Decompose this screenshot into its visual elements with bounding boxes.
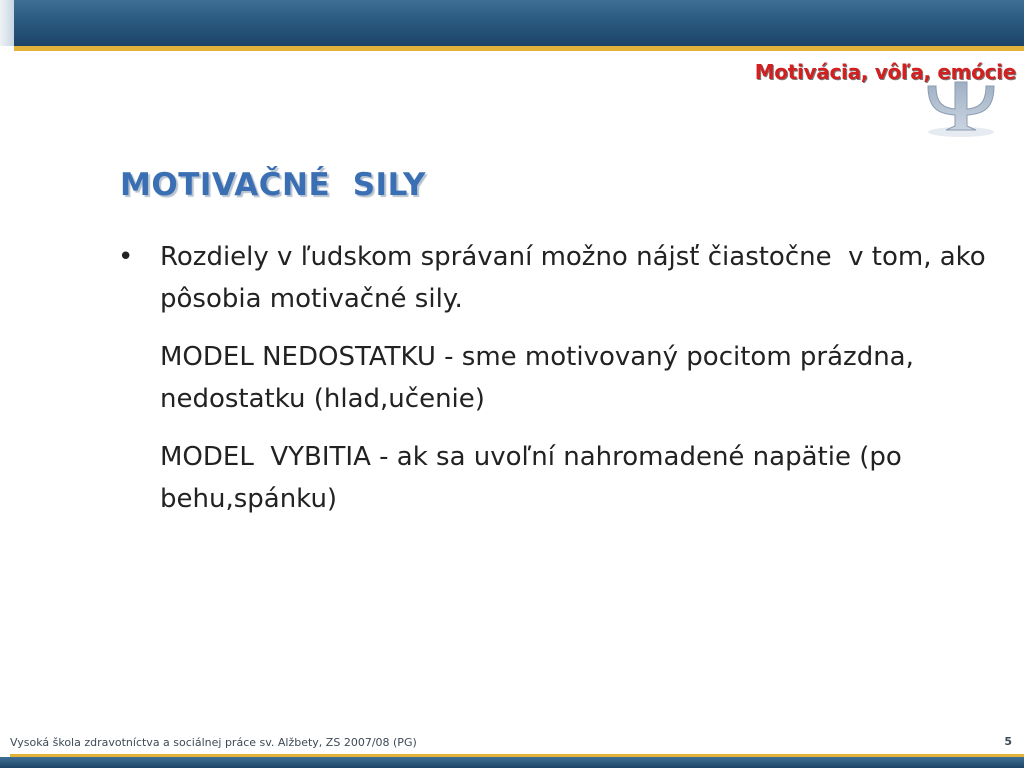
slide-content (118, 236, 994, 520)
top-banner-edge (0, 0, 14, 46)
top-banner (0, 0, 1024, 46)
psi-logo-icon (922, 76, 1000, 138)
model-deficit-paragraph: MODEL NEDOSTATKU - sme motivovaný pocitom prázdna, nedostatku (hlad,učenie) (160, 342, 923, 414)
slide-heading: MOTIVAČNÉ SILY (120, 167, 426, 203)
top-accent-line (14, 46, 1024, 51)
bullet-item (118, 236, 994, 320)
presentation-title: Motivácia, vôľa, emócie (754, 60, 1016, 84)
model-discharge-paragraph: MODEL VYBITIA - ak sa uvoľní nahromadené napätie (po behu,spánku) (160, 442, 911, 514)
bullet-text: Rozdiely v ľudskom správaní možno nájsť čiastočne v tom, ako pôsobia motivačné sily. (160, 242, 994, 314)
bottom-banner (0, 757, 1024, 768)
footer-institution: Vysoká škola zdravotníctva a sociálnej práce sv. Alžbety, ZS 2007/08 (PG) (10, 736, 417, 749)
bullet-icon: • (118, 242, 134, 272)
page-number: 5 (1004, 735, 1012, 748)
